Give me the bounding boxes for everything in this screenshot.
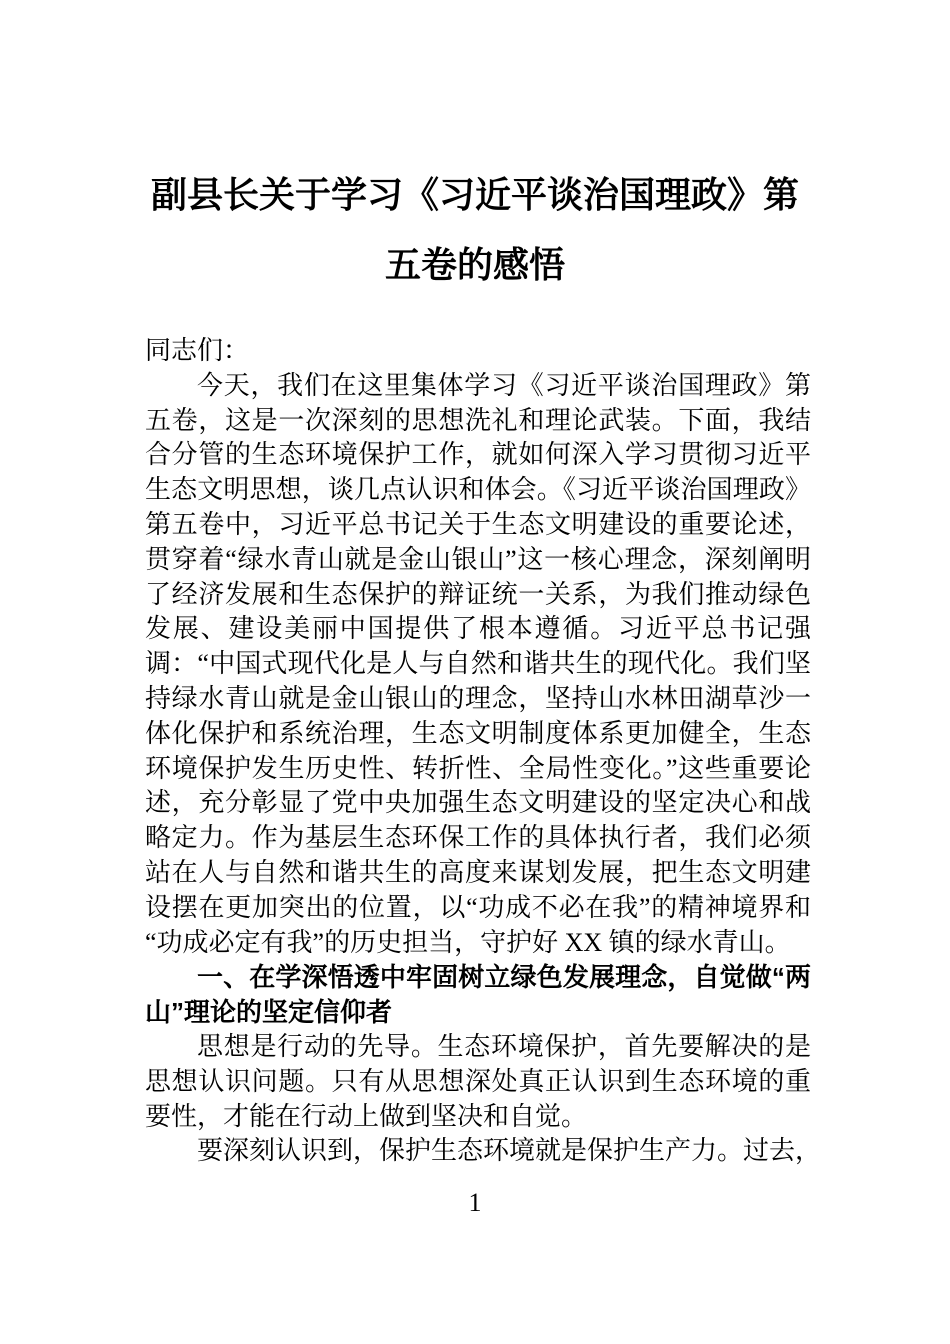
body-paragraph-1: 今天，我们在这里集体学习《习近平谈治国理政》第五卷，这是一次深刻的思想洗礼和理论武装。下面，我结合分管的生态环境保护工作，就如何深入学习贯彻习近平生态文明思想，谈几点认识和体会。《习近平谈治国理政》第五卷中，习近平总书记关于生态文明建设的重要论述，贯穿着“绿水青山就是金山银山”这一核心理念，深刻阐明了经济发展和生态保护的辩证统一关系，为我们推动绿色发展、建设美丽中国提供了根本遵循。习近平总书记强调：“中国式现代化是人与自然和谐共生的现代化。我们坚持绿水青山就是金山银山的理念，坚持山水林田湖草沙一体化保护和系统治理，生态文明制度体系更加健全，生态环境保护发生历史性、转折性、全局性变化。”这些重要论述，充分彰显了党中央加强生态文明建设的坚定决心和战略定力。作为基层生态环保工作的具体执行者，我们必须站在人与自然和谐共生的高度来谋划发展，把生态文明建设摆在更加突出的位置，以“功成不必在我”的精神境界和“功成必定有我”的历史担当，守护好 XX 镇的绿水青山。 [145, 370, 811, 957]
page-number: 1 [468, 1188, 482, 1217]
body-paragraph-3: 要深刻认识到，保护生态环境就是保护生产力。过去， [197, 1136, 822, 1166]
salutation: 同志们： [145, 336, 250, 365]
section-heading-1: 一、在学深悟透中牢固树立绿色发展理念，自觉做“两山”理论的坚定信仰者 [145, 962, 811, 1028]
body-paragraph-2: 思想是行动的先导。生态环境保护，首先要解决的是思想认识问题。只有从思想深处真正认识到生态环境的重要性，才能在行动上做到坚决和自觉。 [145, 1031, 811, 1131]
document-title: 副县长关于学习《习近平谈治国理政》第五卷的感悟 [150, 174, 799, 285]
document-body [145, 334, 822, 1169]
page-footer [0, 1186, 950, 1220]
